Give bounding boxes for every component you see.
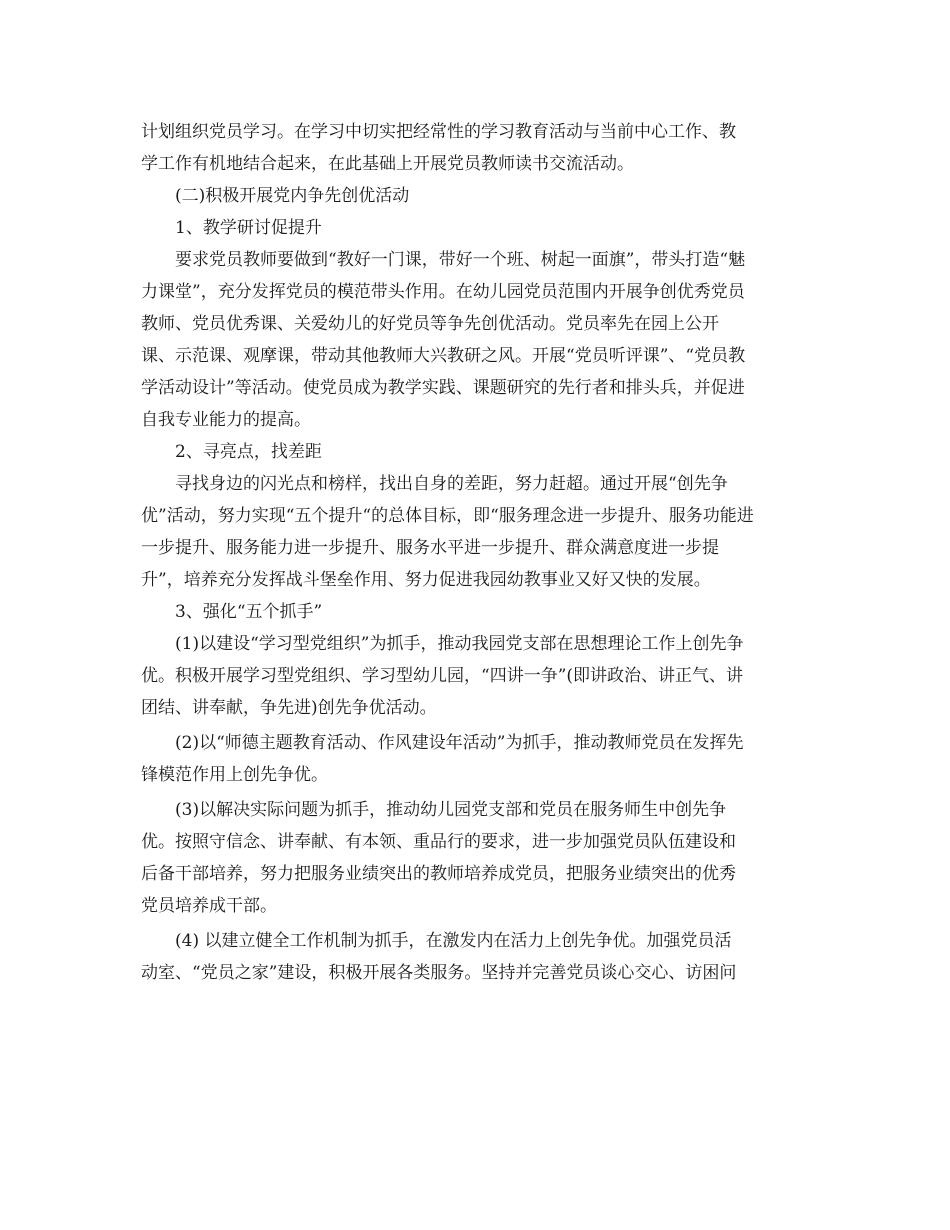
text-line: 党员培养成干部。: [141, 896, 277, 916]
subsection-heading: 3、强化“五个抓手”: [175, 602, 323, 622]
text-line: 寻找身边的闪光点和榜样，找出自身的差距，努力赶超。通过开展“创先争: [175, 474, 728, 494]
text-line: 课、示范课、观摩课，带动其他教师大兴教研之风。开展“党员听评课”、“党员教: [141, 346, 746, 366]
subsection-heading: 1、教学研讨促提升: [175, 218, 322, 238]
text-line: 力课堂”，充分发挥党员的模范带头作用。在幼儿园党员范围内开展争创优秀党员: [141, 282, 745, 302]
text-line: (1)以建设“学习型党组织”为抓手，推动我园党支部在思想理论工作上创先争: [175, 634, 744, 654]
text-line: 锋模范作用上创先争优。: [141, 765, 328, 785]
text-line: 教师、党员优秀课、关爱幼儿的好党员等争先创优活动。党员率先在园上公开: [141, 314, 719, 334]
text-line: 优。积极开展学习型党组织、学习型幼儿园，“四讲一争”(即讲政治、讲正气、讲: [141, 666, 744, 686]
text-line: 学工作有机地结合起来，在此基础上开展党员教师读书交流活动。: [141, 154, 634, 174]
text-line: 要求党员教师要做到“教好一门课，带好一个班、树起一面旗”，带头打造“魅: [175, 250, 746, 270]
text-line: 优。按照守信念、讲奉献、有本领、重品行的要求，进一步加强党员队伍建设和: [141, 832, 736, 852]
text-line: 团结、讲奉献，争先进)创先争优活动。: [141, 698, 437, 718]
document-body: [141, 116, 813, 989]
text-line: 一步提升、服务能力进一步提升、服务水平进一步提升、群众满意度进一步提: [141, 538, 719, 558]
subsection-heading: 2、寻亮点，找差距: [175, 442, 322, 462]
text-line: (4) 以建立健全工作机制为抓手，在激发内在活力上创先争优。加强党员活: [175, 931, 732, 951]
text-line: (3)以解决实际问题为抓手，推动幼儿园党支部和党员在服务师生中创先争: [175, 800, 727, 820]
text-line: 动室、“党员之家”建设，积极开展各类服务。坚持并完善党员谈心交心、访困问: [141, 963, 737, 983]
text-line: (2)以“师德主题教育活动、作风建设年活动”为抓手，推动教师党员在发挥先: [175, 733, 744, 753]
text-line: 自我专业能力的提高。: [141, 410, 311, 430]
text-line: 优”活动，努力实现“五个提升“的总体目标，即“服务理念进一步提升、服务功能进: [141, 506, 754, 526]
section-heading: (二)积极开展党内争先创优活动: [175, 186, 410, 206]
text-line: 后备干部培养，努力把服务业绩突出的教师培养成党员，把服务业绩突出的优秀: [141, 864, 736, 884]
text-line: 升”，培养充分发挥战斗堡垒作用、努力促进我园幼教事业又好又快的发展。: [141, 570, 711, 590]
text-line: 学活动设计”等活动。使党员成为教学实践、课题研究的先行者和排头兵，并促进: [141, 378, 745, 398]
text-line: 计划组织党员学习。在学习中切实把经常性的学习教育活动与当前中心工作、教: [141, 122, 736, 142]
